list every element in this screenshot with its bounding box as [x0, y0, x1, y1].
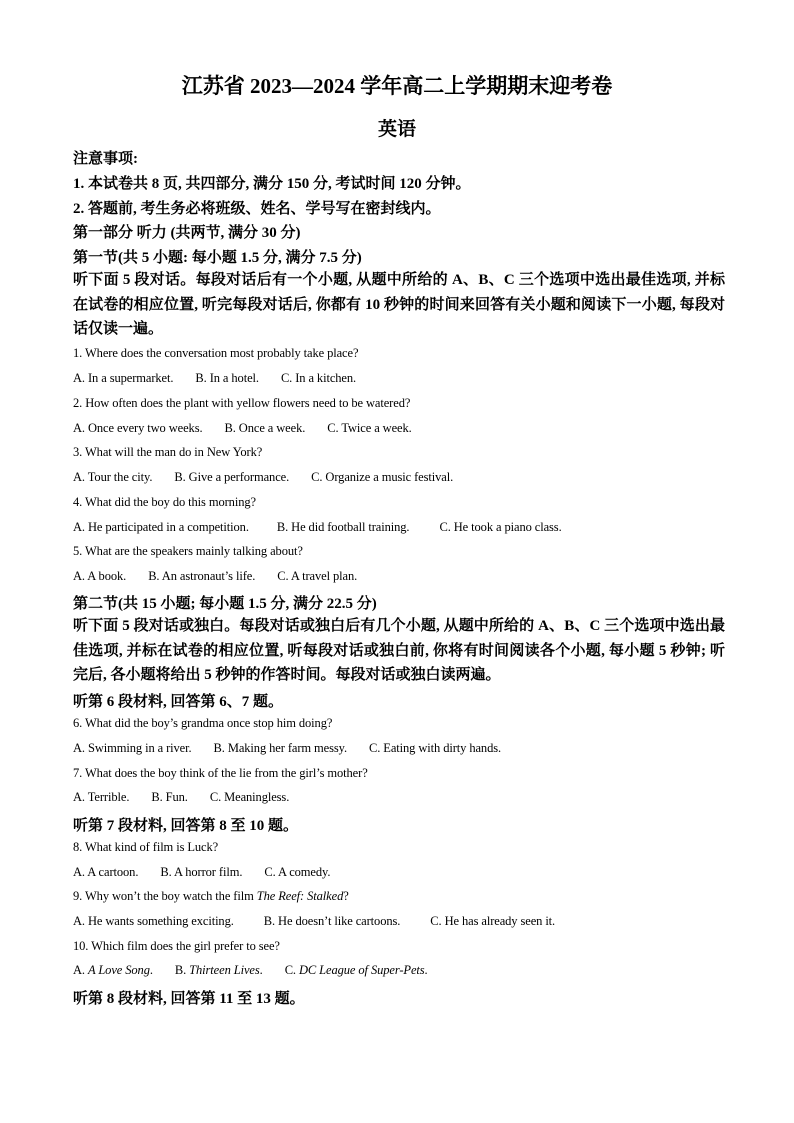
question-10-stem: 10. Which film does the girl prefer to see?: [73, 939, 280, 953]
option-c: C. Meaningless.: [209, 790, 290, 804]
option-a: A. He wants something exciting.: [73, 914, 234, 928]
option-letter: C.: [284, 963, 299, 977]
option-b: B. An astronaut’s life.: [148, 569, 256, 583]
option-c: C. A travel plan.: [277, 569, 358, 583]
option-c: C. Twice a week.: [327, 421, 412, 435]
section1-heading: 第一节(共 5 小题: 每小题 1.5 分, 满分 7.5 分): [73, 250, 362, 266]
option-b: [175, 963, 263, 978]
subject-title: 英语: [377, 119, 416, 140]
question-3-options: [73, 470, 733, 485]
film-title: DC League of Super-Pets: [298, 963, 425, 977]
option-b: B. In a hotel.: [195, 371, 259, 385]
part1-heading: 第一部分 听力 (共两节, 满分 30 分): [73, 225, 301, 241]
option-end: .: [424, 963, 428, 977]
option-a: A. Once every two weeks.: [73, 421, 203, 435]
question-1-options: [73, 371, 733, 386]
question-1-stem: 1. Where does the conversation most probably take place?: [73, 346, 359, 360]
option-b: B. Give a performance.: [174, 470, 290, 484]
material-8-heading: 听第 8 段材料, 回答第 11 至 13 题。: [73, 991, 305, 1007]
question-2-options: [73, 421, 733, 436]
option-a: A. He participated in a competition.: [73, 520, 249, 534]
option-b: B. A horror film.: [160, 865, 243, 879]
option-c: C. He took a piano class.: [439, 520, 562, 534]
question-7-options: [73, 790, 733, 805]
question-8-options: [73, 865, 733, 880]
option-letter: A.: [73, 963, 88, 977]
question-9-stem-text: 9. Why won’t the boy watch the film: [73, 889, 257, 903]
section2-heading: 第二节(共 15 小题; 每小题 1.5 分, 满分 22.5 分): [73, 596, 377, 612]
option-letter: B.: [174, 963, 190, 977]
option-b: B. Making her farm messy.: [213, 741, 347, 755]
option-c: [285, 963, 428, 978]
question-mark: ?: [343, 889, 349, 903]
film-title: The Reef: Stalked: [256, 889, 344, 903]
option-end: .: [149, 963, 153, 977]
question-9-options: [73, 914, 733, 929]
question-5-stem: 5. What are the speakers mainly talking about?: [73, 544, 303, 558]
option-a: A. Terrible.: [73, 790, 130, 804]
material-7-heading: 听第 7 段材料, 回答第 8 至 10 题。: [73, 818, 299, 834]
section1-instructions: 听下面 5 段对话。每段对话后有一个小题, 从题中所给的 A、B、C 三个选项中选出最佳选项, 并标在试卷的相应位置, 听完每段对话后, 你都有 10 秒钟的时间来回答有关小题和阅读下一小题, 每段对话仅读一遍。: [73, 272, 725, 338]
notes-heading: 注意事项:: [73, 151, 138, 167]
option-b: B. He doesn’t like cartoons.: [263, 914, 401, 928]
note-item-2: 2. 答题前, 考生务必将班级、姓名、学号写在密封线内。: [73, 201, 441, 217]
question-2-stem: 2. How often does the plant with yellow flowers need to be watered?: [73, 396, 411, 410]
option-a: A. Tour the city.: [73, 470, 153, 484]
option-b: B. Once a week.: [224, 421, 306, 435]
option-b: B. Fun.: [151, 790, 188, 804]
option-a: A. In a supermarket.: [73, 371, 174, 385]
question-8-stem: 8. What kind of film is Luck?: [73, 840, 219, 854]
option-a: [73, 963, 153, 978]
film-title: Thirteen Lives: [189, 963, 260, 977]
question-6-stem: 6. What did the boy’s grandma once stop him doing?: [73, 716, 333, 730]
option-c: C. In a kitchen.: [280, 371, 357, 385]
option-end: .: [259, 963, 263, 977]
question-10-options: [73, 963, 733, 978]
exam-title: 江苏省 2023—2024 学年高二上学期期末迎考卷: [181, 74, 613, 98]
option-a: A. A book.: [73, 569, 127, 583]
option-b: B. He did football training.: [276, 520, 410, 534]
option-a: A. Swimming in a river.: [73, 741, 192, 755]
question-3-stem: 3. What will the man do in New York?: [73, 445, 263, 459]
question-9-stem: [73, 889, 733, 904]
note-item-1: 1. 本试卷共 8 页, 共四部分, 满分 150 分, 考试时间 120 分钟。: [73, 176, 471, 192]
film-title: A Love Song: [87, 963, 150, 977]
question-4-options: [73, 520, 733, 535]
question-6-options: [73, 741, 733, 756]
question-4-stem: 4. What did the boy do this morning?: [73, 495, 256, 509]
option-c: C. Eating with dirty hands.: [369, 741, 502, 755]
question-7-stem: 7. What does the boy think of the lie from the girl’s mother?: [73, 766, 368, 780]
question-5-options: [73, 569, 733, 584]
section2-instructions: 听下面 5 段对话或独白。每段对话或独白后有几个小题, 从题中所给的 A、B、C 三个选项中选出最佳选项, 并标在试卷的相应位置, 听每段对话或独白前, 你将有时间阅读各个小题, 每小题 5 秒钟; 听完后, 各小题将给出 5 秒钟的作答时间。每段对话或独白读两遍。: [73, 618, 725, 684]
option-a: A. A cartoon.: [73, 865, 139, 879]
option-c: C. He has already seen it.: [430, 914, 556, 928]
option-c: C. Organize a music festival.: [311, 470, 454, 484]
material-6-heading: 听第 6 段材料, 回答第 6、7 题。: [73, 694, 284, 710]
option-c: C. A comedy.: [264, 865, 331, 879]
